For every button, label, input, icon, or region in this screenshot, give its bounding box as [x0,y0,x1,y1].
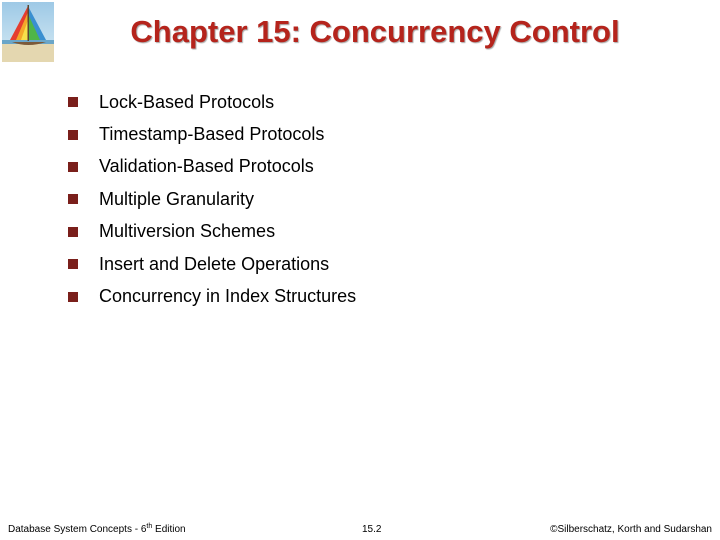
footer-book-prefix: Database System Concepts - 6 [8,524,147,535]
square-bullet-icon [68,292,78,302]
square-bullet-icon [68,130,78,140]
footer-book-suffix: Edition [152,524,186,535]
copyright: ©Silberschatz, Korth and Sudarshan [550,524,712,535]
bullet-text: Multiple Granularity [99,188,255,209]
bullet-text: Lock-Based Protocols [99,91,275,112]
square-bullet-icon [68,259,78,269]
list-item [68,183,356,215]
square-bullet-icon [68,97,78,107]
sailboat-icon [2,2,54,62]
bullet-list [68,86,356,313]
square-bullet-icon [68,162,78,172]
list-item [68,118,356,150]
footer-book-title [8,524,186,535]
bullet-text: Validation-Based Protocols [99,156,314,177]
list-item [68,280,356,312]
square-bullet-icon [68,227,78,237]
page-number: 15.2 [362,524,382,535]
bullet-text: Multiversion Schemes [99,221,276,242]
page-title: Chapter 15: Concurrency Control [130,14,620,49]
square-bullet-icon [68,194,78,204]
list-item [68,216,356,248]
list-item [68,151,356,183]
list-item [68,86,356,118]
bullet-text: Insert and Delete Operations [99,253,330,274]
bullet-text: Timestamp-Based Protocols [99,124,325,145]
bullet-text: Concurrency in Index Structures [99,286,357,307]
list-item [68,248,356,280]
footer-book-sup: th [146,523,153,530]
